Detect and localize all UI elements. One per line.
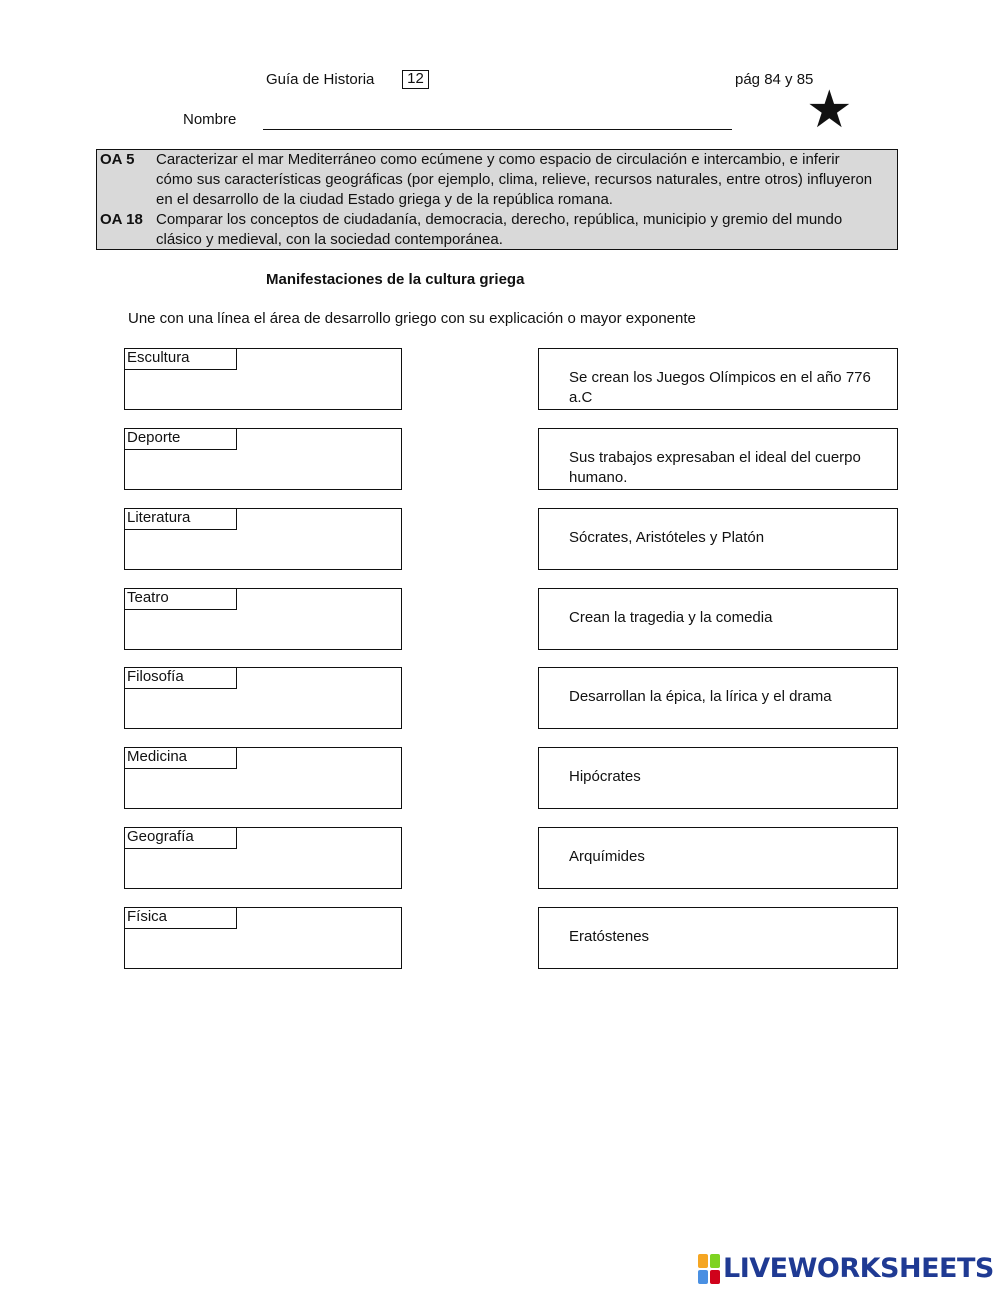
area-label: Escultura (125, 349, 237, 370)
objective-text: Comparar los conceptos de ciudadanía, democracia, derecho, república, municipio y gremio del mundo clásico y medieval, con la sociedad contemporánea. (156, 211, 843, 248)
explanation-box-1[interactable] (538, 348, 898, 410)
page-reference: pág 84 y 85 (735, 71, 814, 88)
objective-oa5 (100, 150, 873, 210)
explanation-text: Desarrollan la épica, la lírica y el drama (569, 688, 832, 705)
explanation-box-4[interactable] (538, 588, 898, 650)
explanation-text: Crean la tragedia y la comedia (569, 609, 773, 626)
area-box-teatro[interactable] (124, 588, 402, 650)
explanation-box-6[interactable] (538, 747, 898, 809)
area-label: Deporte (125, 429, 237, 450)
logo-mark-icon (698, 1254, 720, 1284)
explanation-box-2[interactable] (538, 428, 898, 490)
instruction-text: Une con una línea el área de desarrollo griego con su explicación o mayor exponente (128, 310, 696, 327)
area-box-deporte[interactable] (124, 428, 402, 490)
name-input-line[interactable] (263, 111, 732, 130)
logo-cell (710, 1270, 720, 1284)
explanation-box-5[interactable] (538, 667, 898, 729)
objective-oa18 (100, 210, 873, 250)
explanation-text: Sócrates, Aristóteles y Platón (569, 529, 765, 546)
area-label: Teatro (125, 589, 237, 610)
guide-number-box: 12 (402, 70, 429, 89)
area-box-fisica[interactable] (124, 907, 402, 969)
explanation-box-7[interactable] (538, 827, 898, 889)
objective-code: OA 18 (100, 211, 143, 228)
name-label: Nombre (183, 111, 237, 128)
objective-text: Caracterizar el mar Mediterráneo como ecúmene y como espacio de circulación e intercambio, e inferir cómo sus características geográficas (por ejemplo, clima, relieve, recursos naturales, entre otros) influyeron en el desarrollo de la ciudad Estado griega y de la república romana. (156, 151, 873, 208)
logo-text: LIVEWORKSHEETS (723, 1253, 994, 1284)
area-box-geografia[interactable] (124, 827, 402, 889)
logo-cell (710, 1254, 720, 1268)
guide-label: Guía de Historia (266, 71, 375, 88)
explanation-box-8[interactable] (538, 907, 898, 969)
area-label: Filosofía (125, 668, 237, 689)
explanation-text: Hipócrates (569, 768, 641, 785)
explanation-text: Arquímides (569, 848, 645, 865)
logo-cell (698, 1270, 708, 1284)
area-label: Literatura (125, 509, 237, 530)
worksheet-title: Manifestaciones de la cultura griega (266, 271, 525, 288)
star-icon: ★ (806, 81, 853, 139)
logo-cell (698, 1254, 708, 1268)
objectives-box (96, 149, 898, 250)
objective-code: OA 5 (100, 151, 135, 168)
explanation-text: Se crean los Juegos Olímpicos en el año 776 a.C (569, 369, 871, 406)
area-box-escultura[interactable] (124, 348, 402, 410)
area-box-medicina[interactable] (124, 747, 402, 809)
liveworksheets-logo (698, 1254, 994, 1284)
area-label: Medicina (125, 748, 237, 769)
explanation-text: Eratóstenes (569, 928, 650, 945)
area-label: Física (125, 908, 237, 929)
area-box-filosofia[interactable] (124, 667, 402, 729)
area-label: Geografía (125, 828, 237, 849)
area-box-literatura[interactable] (124, 508, 402, 570)
explanation-text: Sus trabajos expresaban el ideal del cuerpo humano. (569, 449, 861, 486)
explanation-box-3[interactable] (538, 508, 898, 570)
